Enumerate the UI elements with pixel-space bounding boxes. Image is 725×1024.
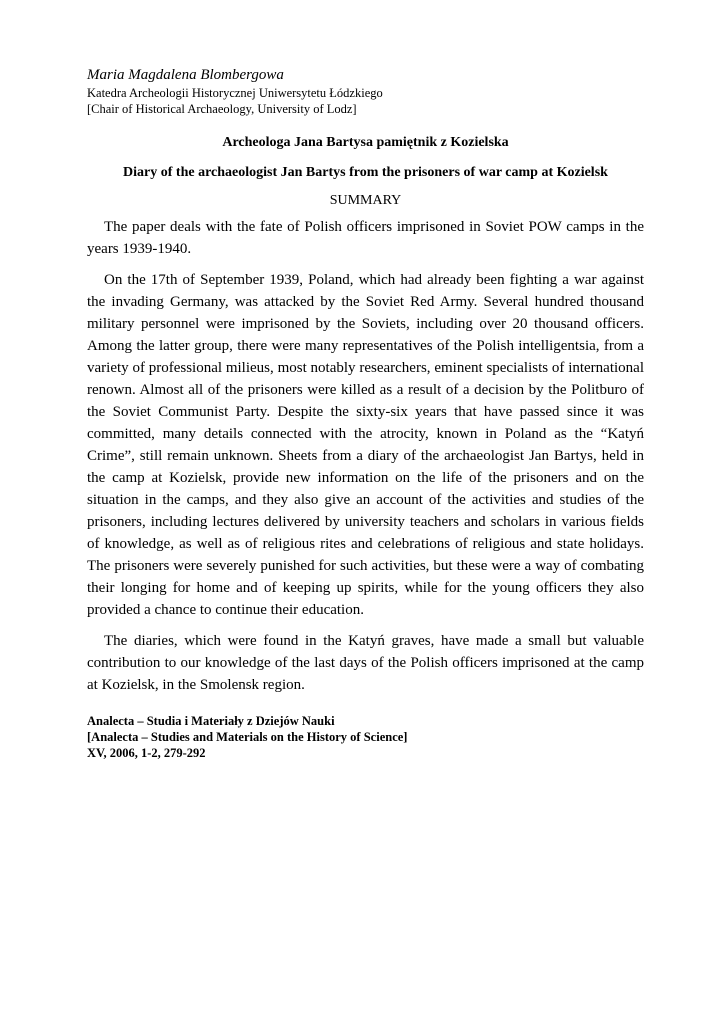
source-citation-block xyxy=(87,713,644,761)
summary-paragraph-1: The paper deals with the fate of Polish officers imprisoned in Soviet POW camps in the years 1939-1940. xyxy=(87,219,644,257)
author-affiliation-polish: Katedra Archeologii Historycznej Uniwersytetu Łódzkiego xyxy=(87,86,383,100)
summary-paragraph-2: On the 17th of September 1939, Poland, which had already been fighting a war against the invading Germany, was attacked by the Soviet Red Army. Several hundred thousand military personnel were imprisoned by the Soviets, including over 20 thousand officers. Among the latter group, there were many representatives of the Polish intelligentsia, from a variety of professional milieus, most notably researchers, eminent specialists of international renown. Almost all of the prisoners were killed as a result of a decision by the Politburo of the Soviet Communist Party. Despite the sixty-six years that have passed since it was committed, many details connected with the atrocity, known in Poland as the “Katyń Crime”, still remain unknown. Sheets from a diary of the archaeologist Jan Bartys, held in the camp at Kozielsk, provide new information on the life of the prisoners and on the situation in the camps, and they also give an account of the activities and studies of the prisoners, including lectures delivered by university teachers and scholars in various fields of knowledge, as well as of religious rites and celebrations of religious and state holidays. The prisoners were severely punished for such activities, but these were a way of combating their longing for home and of keeping up spirits, while for the young officers they also provided a chance to continue their education. xyxy=(87,272,644,618)
summary-heading: SUMMARY xyxy=(329,193,402,208)
title-polish: Archeologa Jana Bartysa pamiętnik z Kozielska xyxy=(222,135,509,150)
journal-name-polish: Analecta – Studia i Materiały z Dziejów Nauki xyxy=(87,714,335,728)
summary-paragraph-3: The diaries, which were found in the Katyń graves, have made a small but valuable contribution to our knowledge of the last days of the Polish officers imprisoned at the camp at Kozielsk, in the Smolensk region. xyxy=(87,633,644,693)
author-block xyxy=(87,66,644,117)
summary-body xyxy=(87,216,644,696)
paper-page xyxy=(87,66,644,761)
title-english: Diary of the archaeologist Jan Bartys from the prisoners of war camp at Kozielsk xyxy=(123,165,608,180)
journal-name-english: [Analecta – Studies and Materials on the History of Science] xyxy=(87,730,408,744)
author-name: Maria Magdalena Blombergowa xyxy=(87,67,284,83)
author-affiliation-english: [Chair of Historical Archaeology, University of Lodz] xyxy=(87,102,357,116)
citation-details: XV, 2006, 1-2, 279-292 xyxy=(87,746,206,760)
